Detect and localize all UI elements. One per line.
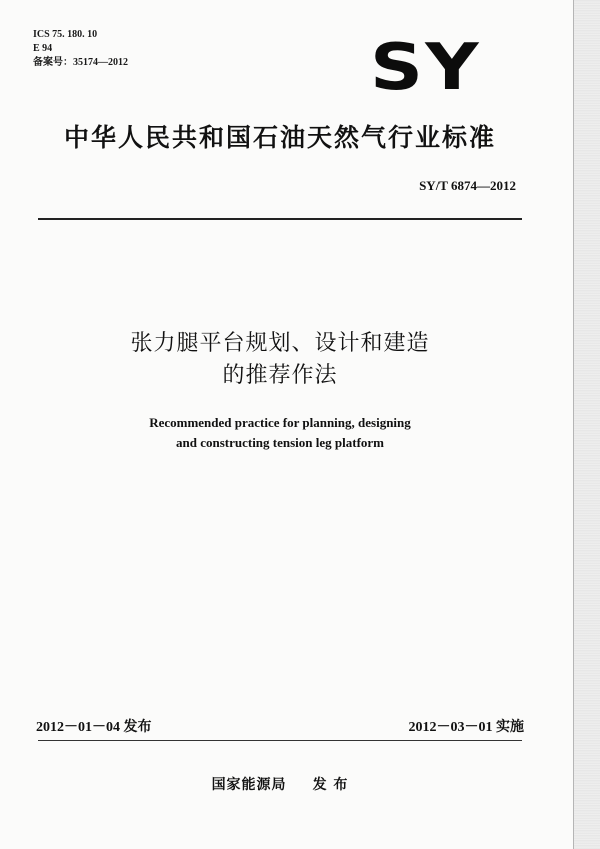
scan-edge [574,0,600,849]
standard-category-title: 中华人民共和国石油天然气行业标准 [63,123,496,152]
ics-code: ICS 75. 180. 10 [33,29,98,40]
document-title-en-line1: Recommended practice for planning, designing [149,415,411,430]
document-title-en-line2: and constructing tension leg platform [176,435,384,450]
standard-number: SY/T 6874—2012 [419,178,516,193]
issue-date: 2012－01－04 发布 [36,720,152,735]
document-title-cn [0,328,560,392]
document-title-cn-line1: 张力腿平台规划、设计和建造 [130,331,430,356]
sy-logo: SY [370,31,481,105]
publisher-action: 发 布 [312,777,349,793]
publisher-name: 国家能源局 [211,777,287,793]
document-title-cn-line2: 的推荐作法 [222,363,338,388]
header-rule [38,218,522,220]
classification-block [33,28,128,70]
effective-date: 2012－03－01 实施 [408,720,524,735]
publisher-line [0,774,560,794]
document-title-en [0,413,560,453]
record-number: 备案号：35174—2012 [33,57,128,68]
category-code: E 94 [33,43,53,54]
footer-rule [38,740,522,741]
